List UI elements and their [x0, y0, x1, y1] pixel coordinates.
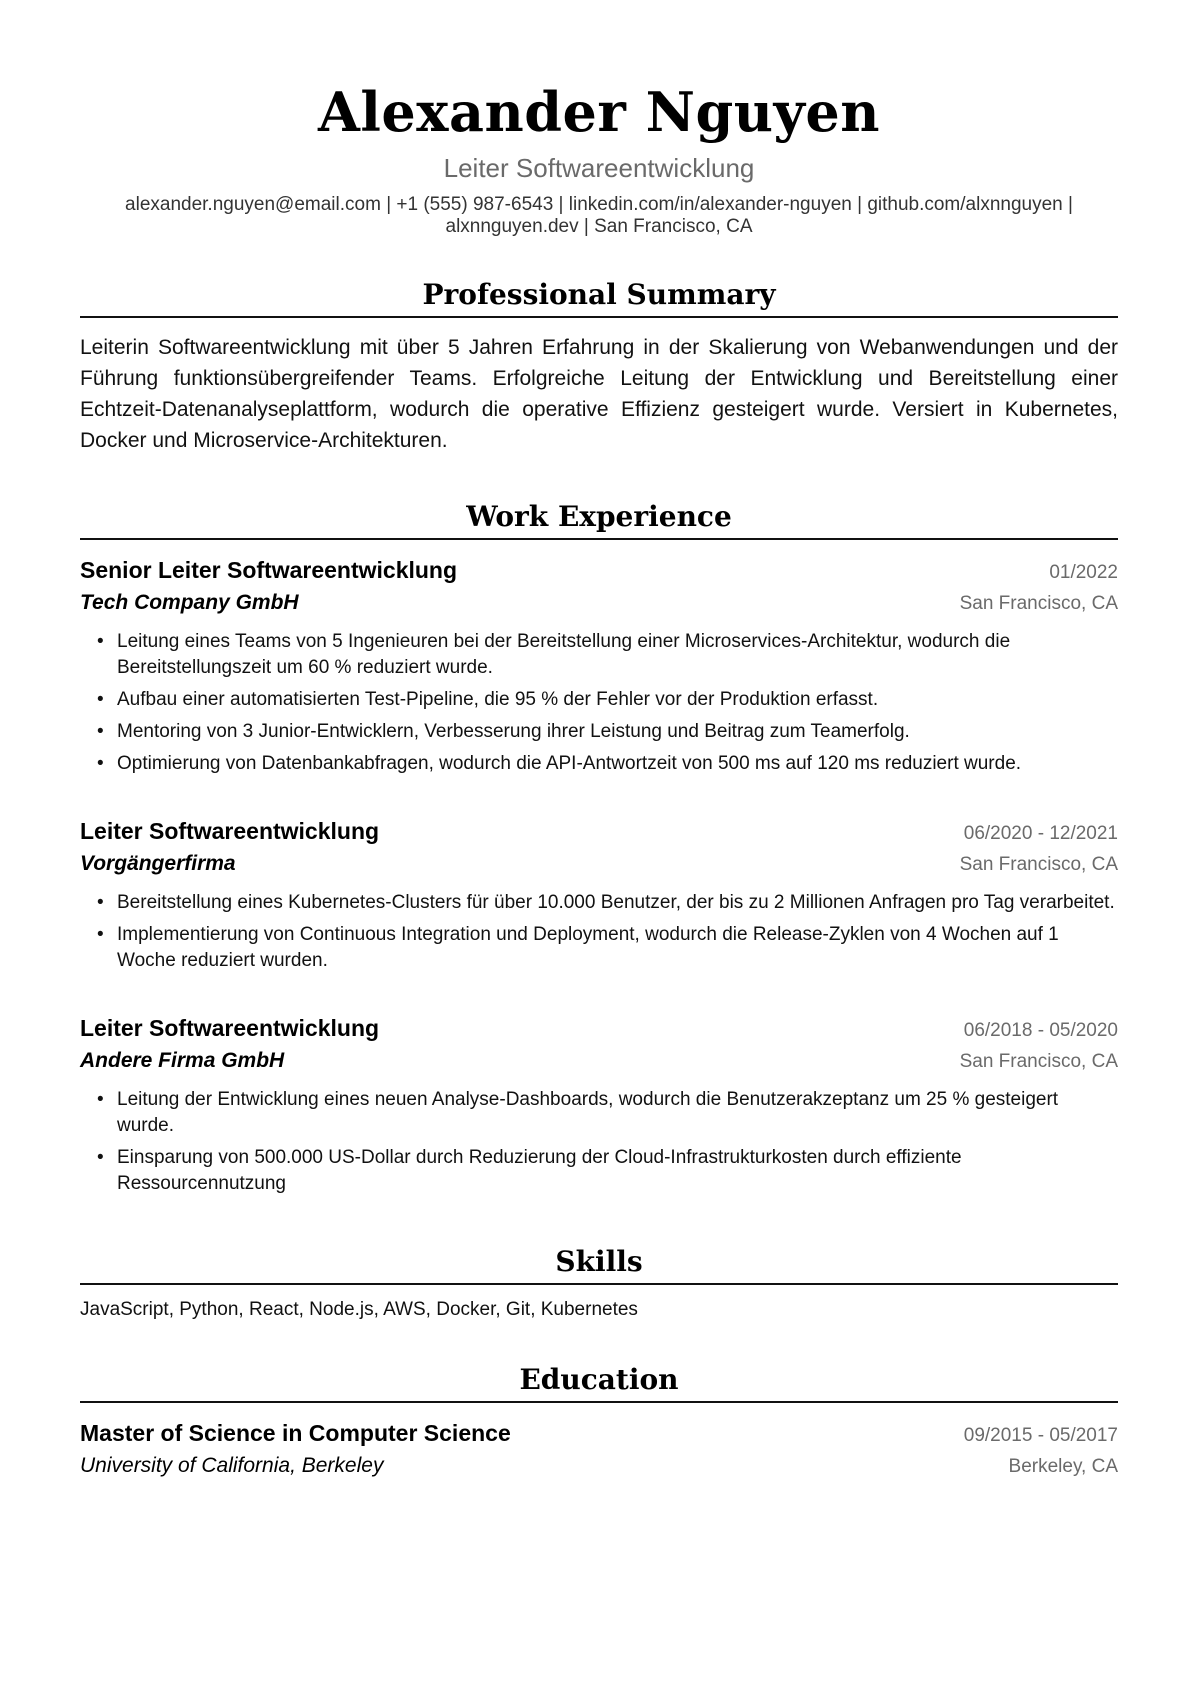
job-company: Vorgängerfirma: [80, 852, 236, 875]
bullet-item: • Einsparung von 500.000 US-Dollar durch Reduzierung der Cloud-Infrastrukturkosten durch effiziente Ressourcennutzung: [117, 1145, 1118, 1197]
contact-line-1: alexander.nguyen@email.com | +1 (555) 987-6543 | linkedin.com/in/alexander-nguyen | github.com/alxnnguyen |: [125, 194, 1073, 215]
job-bullets: [80, 890, 1118, 974]
bullet-item: • Bereitstellung eines Kubernetes-Clusters für über 10.000 Benutzer, der bis zu 2 Millionen Anfragen pro Tag verarbeitet.: [117, 890, 1118, 916]
job-entry: [80, 554, 1118, 777]
education-school-row: [80, 1451, 1118, 1482]
job-role: Leiter Softwareentwicklung: [80, 1015, 380, 1041]
job-entry: [80, 1012, 1118, 1197]
education-location: Berkeley, CA: [1008, 1456, 1118, 1477]
bullet-item: • Optimierung von Datenbankabfragen, wodurch die API-Antwortzeit von 500 ms auf 120 ms reduziert wurde.: [117, 751, 1118, 777]
bullet-item: • Aufbau einer automatisierten Test-Pipeline, die 95 % der Fehler vor der Produktion erfasst.: [117, 687, 1118, 713]
bullet-item: • Implementierung von Continuous Integration und Deployment, wodurch die Release-Zyklen von 4 Wochen auf 1 Woche reduziert wurden.: [117, 922, 1118, 974]
summary-heading: Professional Summary: [80, 278, 1118, 318]
education-degree: Master of Science in Computer Science: [80, 1420, 511, 1446]
education-header-row: [80, 1417, 1118, 1451]
job-company-row: [80, 1046, 1118, 1077]
contact-line-2: alxnnguyen.dev | San Francisco, CA: [445, 216, 753, 237]
experience-section: [80, 500, 1118, 1197]
job-company: Tech Company GmbH: [80, 591, 299, 614]
bullet-item: • Mentoring von 3 Junior-Entwicklern, Verbesserung ihrer Leistung und Beitrag zum Teamerfolg.: [117, 719, 1118, 745]
job-company: Andere Firma GmbH: [80, 1049, 285, 1072]
summary-text: Leiterin Softwareentwicklung mit über 5 Jahren Erfahrung in der Skalierung von Webanwendungen und der Führung funktionsübergreifender Teams. Erfolgreiche Leitung der Entwicklung und Bereitstellung einer Echtzeit-Datenanalyseplattform, wodurch die operative Effizienz gesteigert wurde. Versiert in Kubernetes, Docker und Microservice-Architekturen.: [80, 336, 1118, 452]
job-role: Senior Leiter Softwareentwicklung: [80, 557, 458, 583]
bullet-item: • Leitung der Entwicklung eines neuen Analyse-Dashboards, wodurch die Benutzerakzeptanz um 25 % gesteigert wurde.: [117, 1087, 1118, 1139]
job-entry: [80, 815, 1118, 974]
education-heading: Education: [80, 1363, 1118, 1403]
job-location: San Francisco, CA: [959, 593, 1118, 614]
job-header-row: [80, 1012, 1118, 1046]
job-date: 06/2018 - 05/2020: [963, 1020, 1118, 1041]
job-bullets: [80, 1087, 1118, 1197]
candidate-title: Leiter Softwareentwicklung: [443, 153, 755, 183]
experience-heading: Work Experience: [80, 500, 1118, 540]
education-date: 09/2015 - 05/2017: [963, 1425, 1118, 1446]
job-bullets: [80, 629, 1118, 777]
bullet-item: • Leitung eines Teams von 5 Ingenieuren bei der Bereitstellung einer Microservices-Architektur, wodurch die Bereitstellungszeit um 60 % reduziert wurde.: [117, 629, 1118, 681]
job-date: 06/2020 - 12/2021: [963, 823, 1118, 844]
education-entry: [80, 1417, 1118, 1482]
skills-heading: Skills: [80, 1245, 1118, 1285]
job-company-row: [80, 849, 1118, 880]
job-role: Leiter Softwareentwicklung: [80, 818, 380, 844]
job-header-row: [80, 554, 1118, 588]
skills-list: JavaScript, Python, React, Node.js, AWS, Docker, Git, Kubernetes: [80, 1299, 638, 1320]
job-date: 01/2022: [1049, 562, 1118, 583]
job-location: San Francisco, CA: [959, 1051, 1118, 1072]
education-school: University of California, Berkeley: [80, 1454, 384, 1477]
job-company-row: [80, 588, 1118, 619]
job-location: San Francisco, CA: [959, 854, 1118, 875]
summary-section: [80, 278, 1118, 456]
education-section: [80, 1363, 1118, 1482]
job-header-row: [80, 815, 1118, 849]
resume-page: [80, 80, 1118, 1482]
candidate-name: Alexander Nguyen: [318, 80, 880, 144]
contact-info: [80, 194, 1118, 238]
skills-section: [80, 1245, 1118, 1323]
